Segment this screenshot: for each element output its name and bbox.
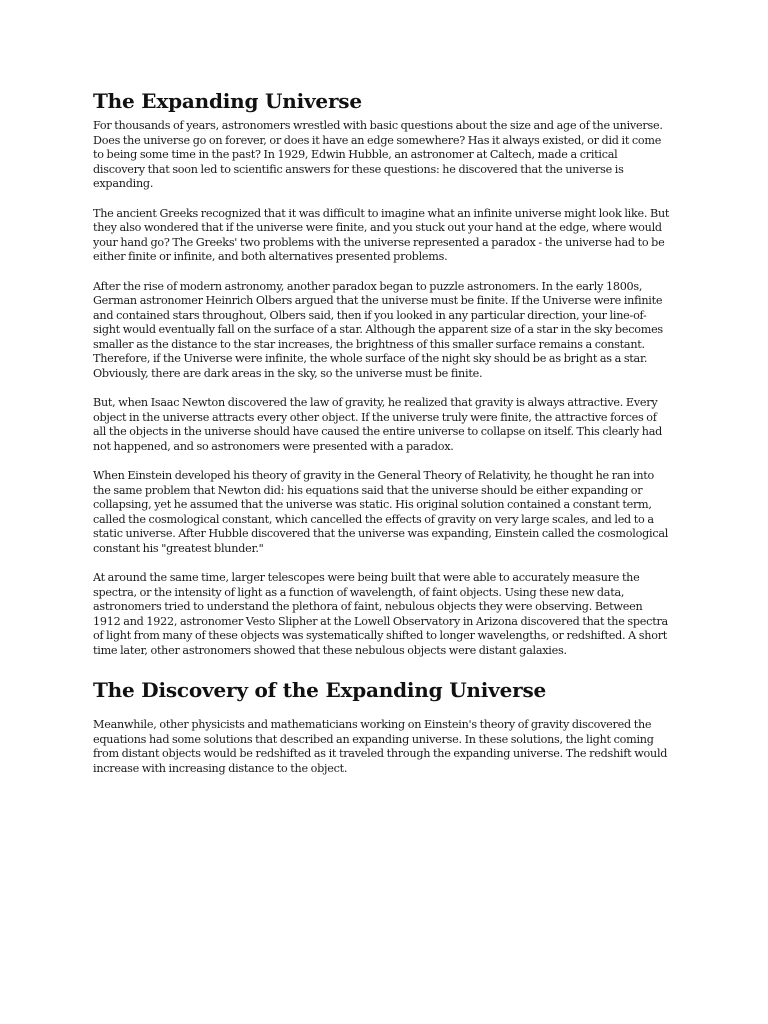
section-heading-discovery: The Discovery of the Expanding Universe [93, 678, 547, 702]
paragraph-olbers: After the rise of modern astronomy, another paradox began to puzzle astronomers. In the early 1800s, German astronomer Heinrich Olbers argued that the universe must be finite. If the Universe were infinite and contained stars throughout, Olbers said, then if you looked in any particular direction, your line-of-sight would eventually fall on the surface of a star. Although the apparent size of a star in the sky becomes smaller as the distance to the star increases, the brightness of this smaller surface remains a constant. Therefore, if the Universe were infinite, the whole surface of the night sky should be as bright as a star. Obviously, there are dark areas in the sky, so the universe must be finite. [93, 279, 663, 380]
paragraph-einstein: When Einstein developed his theory of gravity in the General Theory of Relativity, he thought he ran into the same problem that Newton did: his equations said that the universe should be either expanding or collapsing, yet he assumed that the universe was static. His original solution contained a constant term, called the cosmological constant, which cancelled the effects of gravity on very large scales, and led to a static universe. After Hubble discovered that the universe was expanding, Einstein called the cosmological constant his "greatest blunder." [93, 469, 669, 555]
page-title: The Expanding Universe [93, 89, 362, 113]
paragraph-newton: But, when Isaac Newton discovered the law of gravity, he realized that gravity is always attractive. Every object in the universe attracts every other object. If the universe truly were finite, the attractive forces of all the objects in the universe should have caused the entire universe to collapse on itself. This clearly had not happened, and so astronomers were presented with a paradox. [93, 396, 663, 453]
paragraph-intro: For thousands of years, astronomers wrestled with basic questions about the size and age of the universe. Does the universe go on forever, or does it have an edge somewhere? Has it always existed, or did it come to being some time in the past? In 1929, Edwin Hubble, an astronomer at Caltech, made a critical discovery that soon led to scientific answers for these questions: he discovered that the universe is expanding. [93, 119, 663, 190]
paragraph-greeks: The ancient Greeks recognized that it was difficult to imagine what an infinite universe might look like. But they also wondered that if the universe were finite, and you stuck out your hand at the edge, where would your hand go? The Greeks' two problems with the universe represented a paradox - the universe had to be either finite or infinite, and both alternatives presented problems. [93, 206, 670, 263]
paragraph-slipher: At around the same time, larger telescopes were being built that were able to accurately measure the spectra, or the intensity of light as a function of wavelength, of faint objects. Using these new data, astronomers tried to understand the plethora of faint, nebulous objects they were observing. Between 1912 and 1922, astronomer Vesto Slipher at the Lowell Observatory in Arizona discovered that the spectra of light from many of these objects was systematically shifted to longer wavelengths, or redshifted. A short time later, other astronomers showed that these nebulous objects were distant galaxies. [93, 571, 668, 657]
paragraph-meanwhile: Meanwhile, other physicists and mathematicians working on Einstein's theory of gravity discovered the equations had some solutions that described an expanding universe. In these solutions, the light coming from distant objects would be redshifted as it traveled through the expanding universe. The redshift would increase with increasing distance to the object. [93, 718, 668, 775]
document-page [93, 88, 671, 791]
